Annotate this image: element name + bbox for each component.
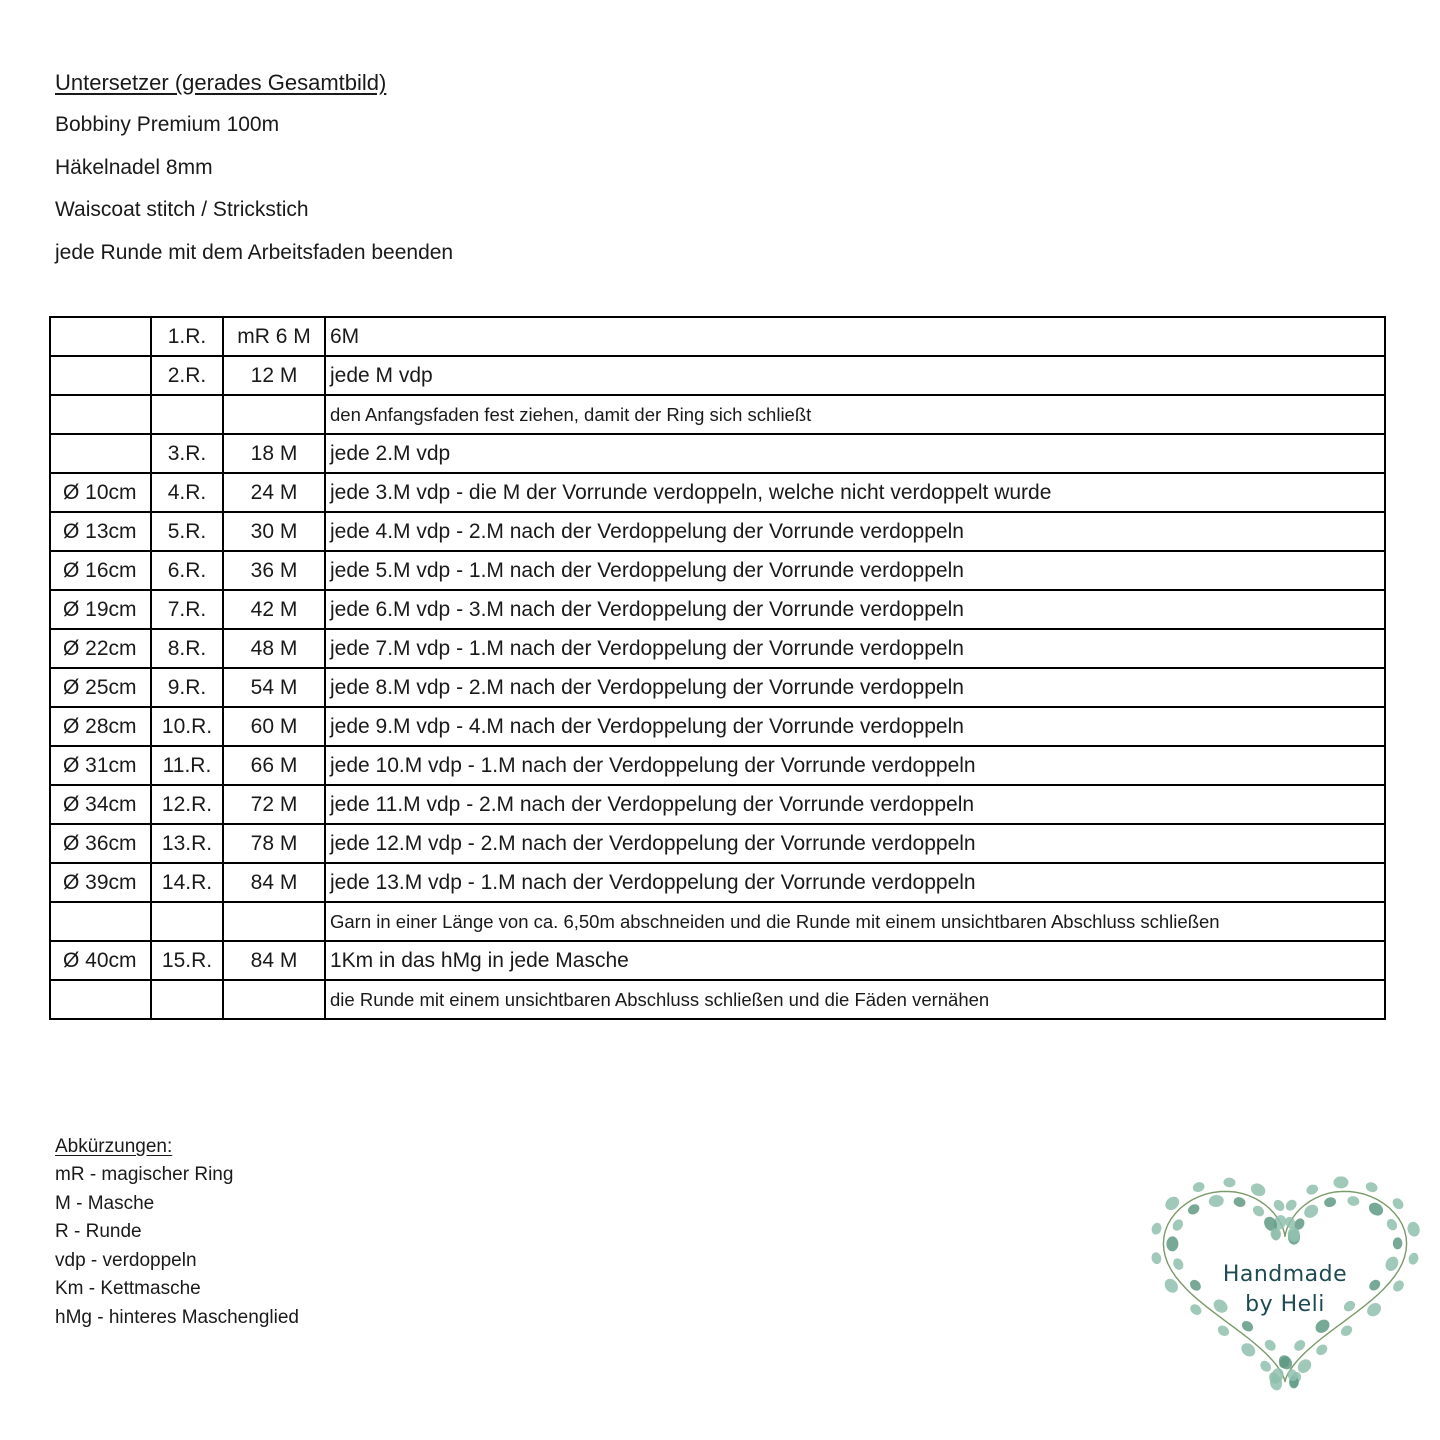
instruction-cell: jede 13.M vdp - 1.M nach der Verdoppelung der Vorrunde verdoppeln <box>325 863 1385 902</box>
diameter-cell <box>50 980 151 1019</box>
instruction-cell: jede 12.M vdp - 2.M nach der Verdoppelung der Vorrunde verdoppeln <box>325 824 1385 863</box>
stitch-count-cell: 36 M <box>223 551 325 590</box>
logo-line-1: Handmade <box>1222 1262 1348 1287</box>
instruction-cell: jede 4.M vdp - 2.M nach der Verdoppelung der Vorrunde verdoppeln <box>325 512 1385 551</box>
diameter-cell: Ø 39cm <box>50 863 151 902</box>
stitch-count-cell <box>223 395 325 434</box>
table-row <box>50 785 1385 824</box>
round-cell: 8.R. <box>151 629 223 668</box>
abbreviation-item: hMg - hinteres Maschenglied <box>55 1306 299 1328</box>
abbreviations <box>55 1133 299 1332</box>
abbreviation-item: R - Runde <box>55 1221 142 1242</box>
diameter-cell <box>50 317 151 356</box>
pattern-table-body <box>50 317 1385 1019</box>
instruction-cell: jede 5.M vdp - 1.M nach der Verdoppelung der Vorrunde verdoppeln <box>325 551 1385 590</box>
eucalyptus-leaf <box>1240 1319 1255 1334</box>
table-row <box>50 941 1385 980</box>
round-cell: 14.R. <box>151 863 223 902</box>
table-row <box>50 551 1385 590</box>
eucalyptus-leaf <box>1216 1323 1231 1338</box>
abbreviations-title: Abkürzungen: <box>55 1136 173 1157</box>
table-row <box>50 824 1385 863</box>
eucalyptus-leaf <box>1223 1177 1236 1187</box>
round-cell: 13.R. <box>151 824 223 863</box>
pattern-table <box>49 316 1386 1020</box>
instruction-cell: jede 2.M vdp <box>325 434 1385 473</box>
diameter-cell: Ø 28cm <box>50 707 151 746</box>
diameter-cell: Ø 34cm <box>50 785 151 824</box>
eucalyptus-leaf <box>1393 1237 1403 1249</box>
stitch-count-cell: 24 M <box>223 473 325 512</box>
table-row <box>50 356 1385 395</box>
stitch-count-cell: 78 M <box>223 824 325 863</box>
stitch-count-cell: 12 M <box>223 356 325 395</box>
eucalyptus-leaf <box>1232 1196 1246 1208</box>
handmade-logo <box>1150 1170 1420 1400</box>
diameter-cell: Ø 13cm <box>50 512 151 551</box>
table-row <box>50 629 1385 668</box>
round-cell <box>151 395 223 434</box>
eucalyptus-leaf <box>1208 1194 1224 1208</box>
table-row <box>50 668 1385 707</box>
instruction-cell: Garn in einer Länge von ca. 6,50m abschneiden und die Runde mit einem unsichtbaren Abschluss schließen <box>325 902 1385 941</box>
diameter-cell <box>50 902 151 941</box>
diameter-cell <box>50 356 151 395</box>
eucalyptus-leaf <box>1284 1198 1299 1213</box>
stitch-count-cell: 54 M <box>223 668 325 707</box>
diameter-cell: Ø 16cm <box>50 551 151 590</box>
eucalyptus-leaf <box>1166 1236 1178 1251</box>
round-note: jede Runde mit dem Arbeitsfaden beenden <box>55 240 454 264</box>
table-row <box>50 707 1385 746</box>
abbreviation-item: mR - magischer Ring <box>55 1164 234 1185</box>
stitch-count-cell: 60 M <box>223 707 325 746</box>
table-row <box>50 863 1385 902</box>
eucalyptus-leaf <box>1150 1222 1163 1236</box>
instruction-cell: jede 7.M vdp - 1.M nach der Verdoppelung der Vorrunde verdoppeln <box>325 629 1385 668</box>
eucalyptus-leaf <box>1406 1220 1420 1238</box>
round-cell: 4.R. <box>151 473 223 512</box>
diameter-cell: Ø 10cm <box>50 473 151 512</box>
table-row <box>50 746 1385 785</box>
eucalyptus-leaf <box>1271 1198 1286 1213</box>
round-cell: 2.R. <box>151 356 223 395</box>
eucalyptus-leaf <box>1305 1183 1320 1197</box>
round-cell: 3.R. <box>151 434 223 473</box>
diameter-cell: Ø 19cm <box>50 590 151 629</box>
round-cell <box>151 980 223 1019</box>
eucalyptus-leaf <box>1191 1181 1205 1194</box>
stitch-count-cell: 18 M <box>223 434 325 473</box>
stitch-count-cell: 42 M <box>223 590 325 629</box>
stitch-count-cell: 84 M <box>223 863 325 902</box>
abbreviation-item: M - Masche <box>55 1192 155 1214</box>
instruction-cell: jede 8.M vdp - 2.M nach der Verdoppelung der Vorrunde verdoppeln <box>325 668 1385 707</box>
eucalyptus-leaf <box>1347 1195 1360 1207</box>
instruction-cell: jede 11.M vdp - 2.M nach der Verdoppelung der Vorrunde verdoppeln <box>325 785 1385 824</box>
abbreviation-item: vdp - verdoppeln <box>55 1249 197 1271</box>
diameter-cell <box>50 434 151 473</box>
eucalyptus-leaf <box>1292 1338 1307 1353</box>
stitch-count-cell: 84 M <box>223 941 325 980</box>
table-row <box>50 980 1385 1019</box>
document-header <box>55 64 453 274</box>
eucalyptus-leaf <box>1364 1181 1379 1194</box>
eucalyptus-leaf <box>1333 1176 1348 1188</box>
eucalyptus-leaf <box>1385 1217 1399 1232</box>
hook-info: Häkelnadel 8mm <box>55 155 213 179</box>
stitch-count-cell: 30 M <box>223 512 325 551</box>
instruction-cell: den Anfangsfaden fest ziehen, damit der Ring sich schließt <box>325 395 1385 434</box>
eucalyptus-leaf <box>1258 1359 1273 1374</box>
eucalyptus-leaf <box>1186 1202 1201 1216</box>
instruction-cell: jede M vdp <box>325 356 1385 395</box>
instruction-cell: jede 10.M vdp - 1.M nach der Verdoppelung der Vorrunde verdoppeln <box>325 746 1385 785</box>
table-row <box>50 902 1385 941</box>
round-cell: 1.R. <box>151 317 223 356</box>
stitch-count-cell: mR 6 M <box>223 317 325 356</box>
stitch-count-cell <box>223 980 325 1019</box>
instruction-cell: die Runde mit einem unsichtbaren Abschluss schließen und die Fäden vernähen <box>325 980 1385 1019</box>
instruction-cell: jede 3.M vdp - die M der Vorrunde verdoppeln, welche nicht verdoppelt wurde <box>325 473 1385 512</box>
table-row <box>50 395 1385 434</box>
round-cell: 6.R. <box>151 551 223 590</box>
round-cell <box>151 902 223 941</box>
eucalyptus-leaf <box>1314 1342 1329 1357</box>
diameter-cell <box>50 395 151 434</box>
instruction-cell: jede 9.M vdp - 4.M nach der Verdoppelung der Vorrunde verdoppeln <box>325 707 1385 746</box>
instruction-cell: jede 6.M vdp - 3.M nach der Verdoppelung der Vorrunde verdoppeln <box>325 590 1385 629</box>
round-cell: 11.R. <box>151 746 223 785</box>
diameter-cell: Ø 40cm <box>50 941 151 980</box>
stitch-count-cell: 48 M <box>223 629 325 668</box>
eucalyptus-leaf <box>1339 1323 1354 1338</box>
round-cell: 10.R. <box>151 707 223 746</box>
eucalyptus-leaf <box>1263 1338 1278 1353</box>
eucalyptus-leaf <box>1323 1196 1337 1208</box>
round-cell: 9.R. <box>151 668 223 707</box>
table-row <box>50 434 1385 473</box>
diameter-cell: Ø 31cm <box>50 746 151 785</box>
eucalyptus-leaf <box>1390 1196 1405 1211</box>
round-cell: 5.R. <box>151 512 223 551</box>
diameter-cell: Ø 25cm <box>50 668 151 707</box>
logo-line-2: by Heli <box>1245 1292 1325 1317</box>
abbreviation-item: Km - Kettmasche <box>55 1278 201 1299</box>
round-cell: 12.R. <box>151 785 223 824</box>
diameter-cell: Ø 22cm <box>50 629 151 668</box>
diameter-cell: Ø 36cm <box>50 824 151 863</box>
stitch-count-cell: 66 M <box>223 746 325 785</box>
table-row <box>50 473 1385 512</box>
eucalyptus-leaf <box>1249 1181 1268 1199</box>
instruction-cell: 1Km in das hMg in jede Masche <box>325 941 1385 980</box>
round-cell: 15.R. <box>151 941 223 980</box>
table-row <box>50 590 1385 629</box>
eucalyptus-leaf <box>1171 1217 1186 1232</box>
round-cell: 7.R. <box>151 590 223 629</box>
yarn-info: Bobbiny Premium 100m <box>55 113 280 136</box>
stitch-count-cell <box>223 902 325 941</box>
stitch-count-cell: 72 M <box>223 785 325 824</box>
document-title: Untersetzer (gerades Gesamtbild) <box>55 70 387 95</box>
eucalyptus-leaf <box>1251 1204 1266 1219</box>
table-row <box>50 317 1385 356</box>
instruction-cell: 6M <box>325 317 1385 356</box>
table-row <box>50 512 1385 551</box>
stitch-info: Waiscoat stitch / Strickstich <box>55 198 309 221</box>
